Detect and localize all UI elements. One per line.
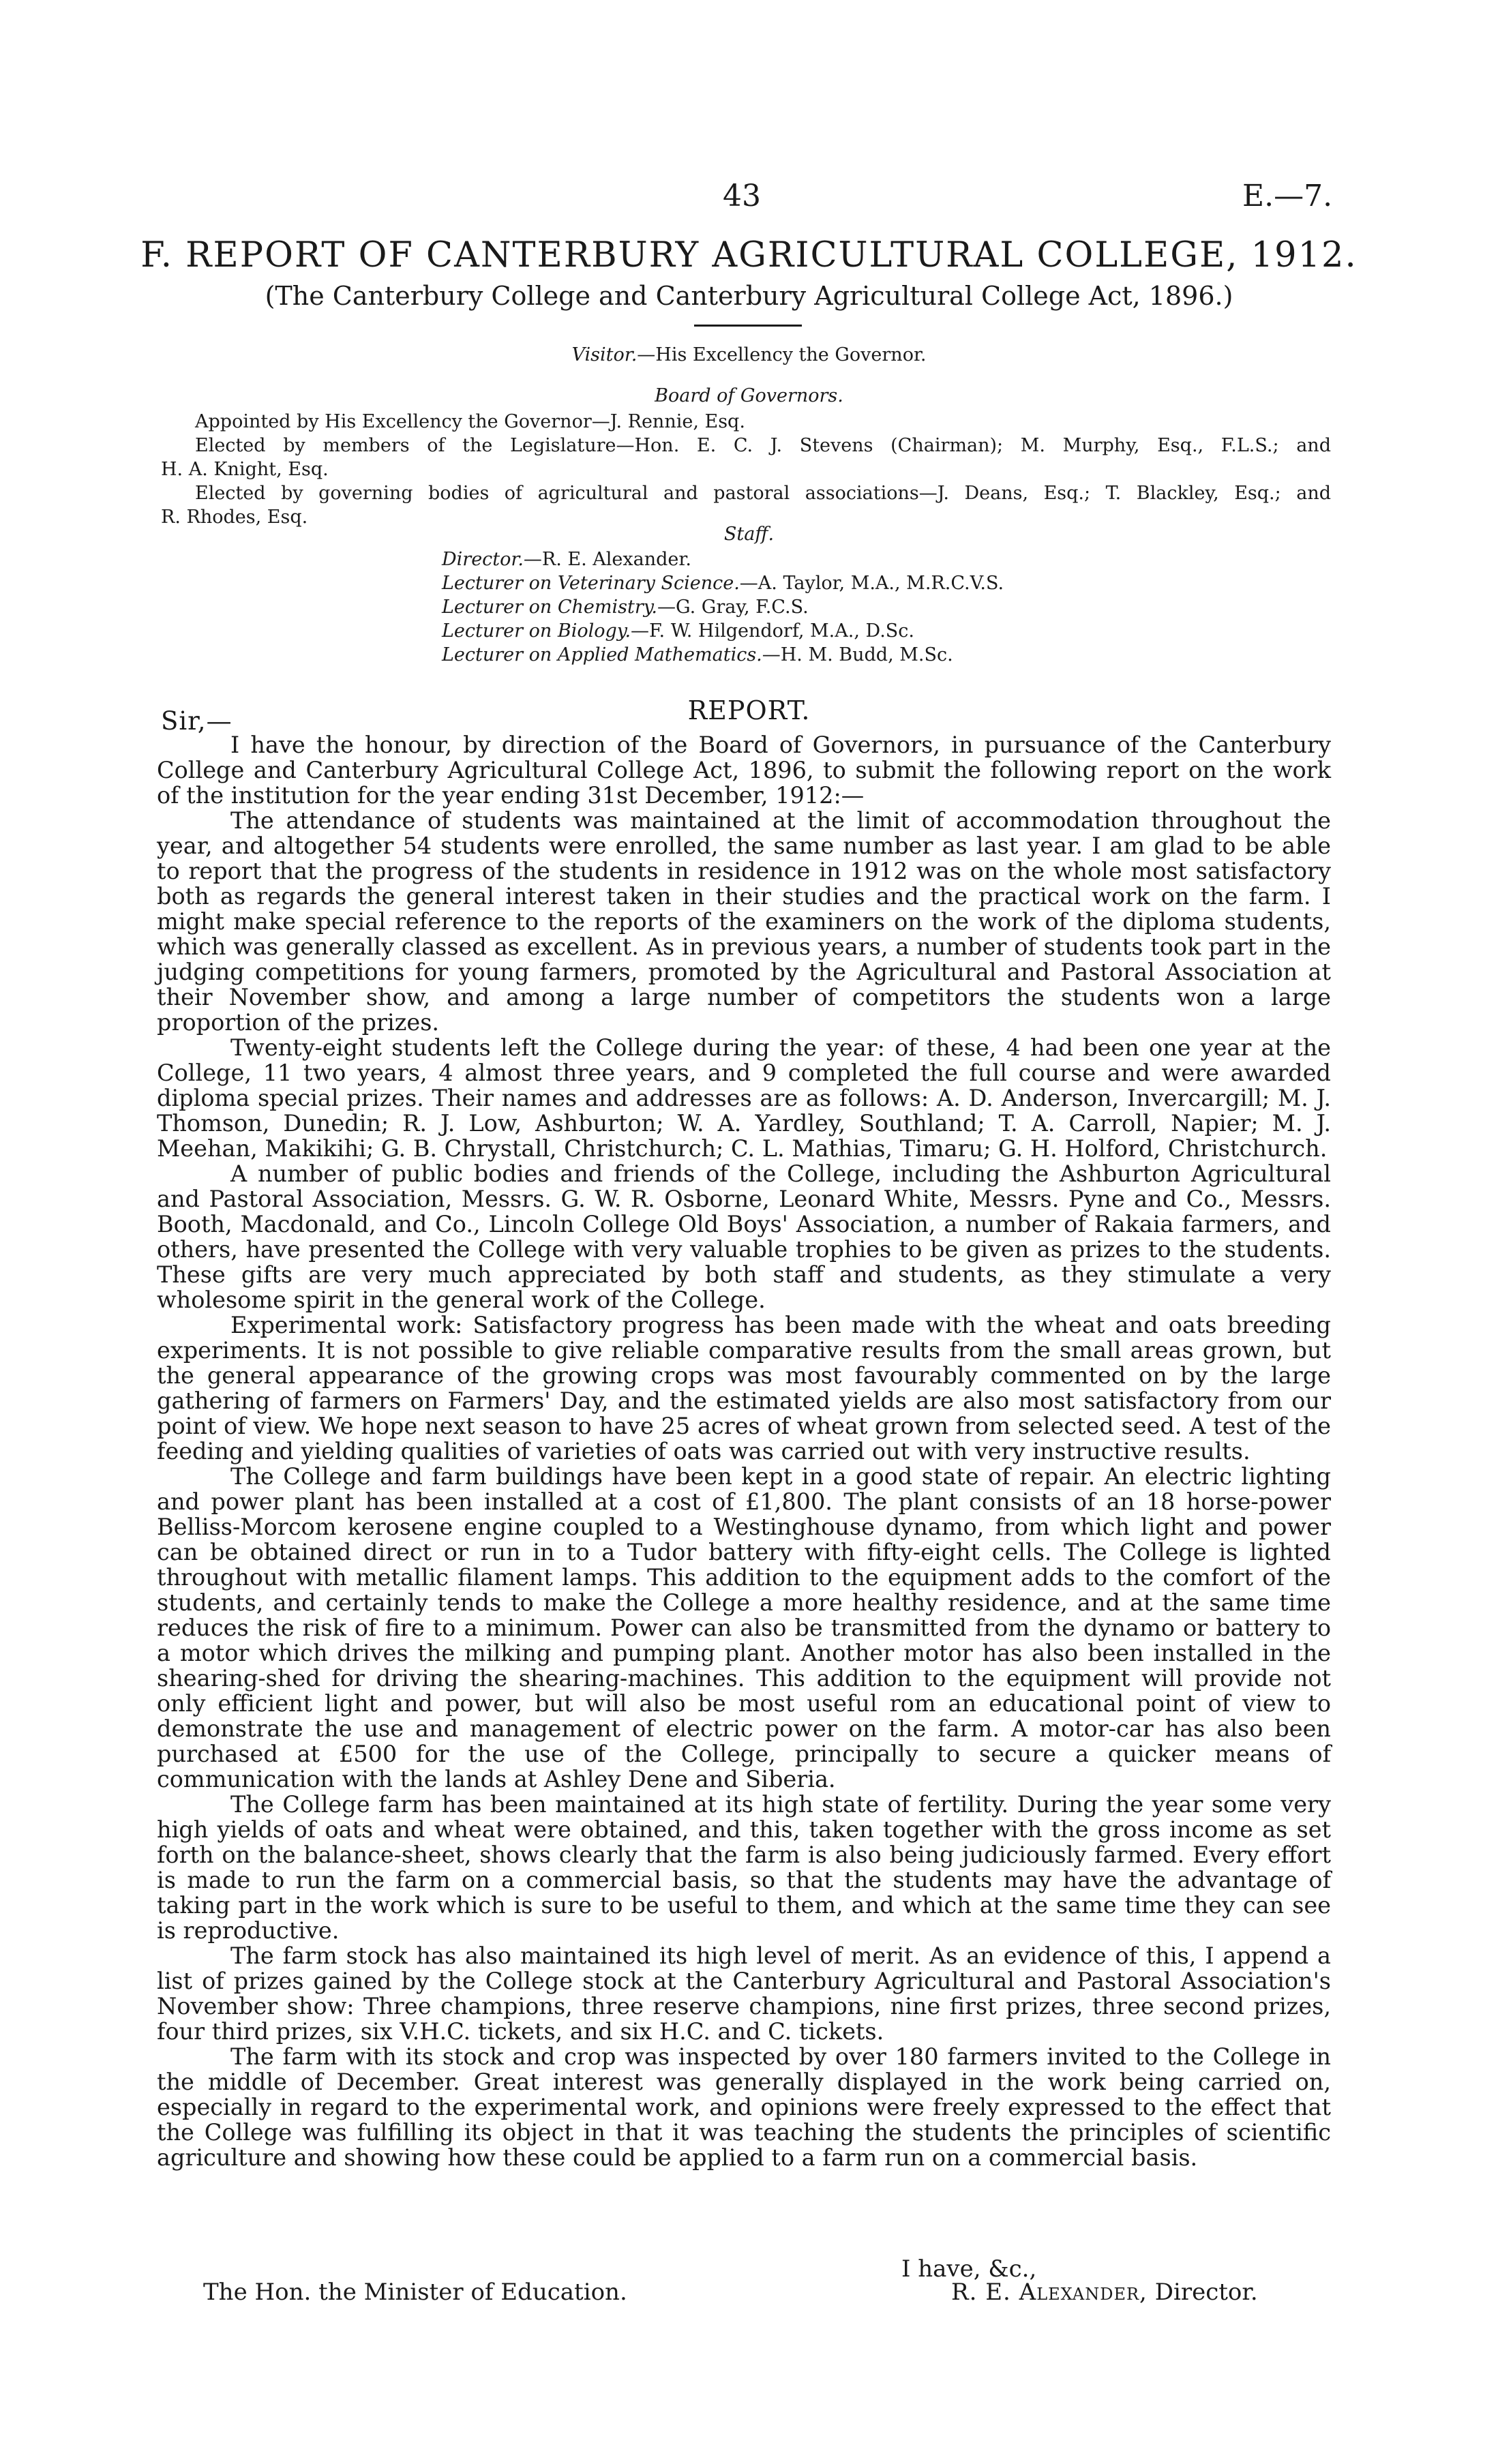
visitor-line <box>0 344 1498 365</box>
recipient: The Hon. the Minister of Education. <box>203 2279 627 2306</box>
staff-name: —R. E. Alexander. <box>523 549 691 570</box>
staff-role: Lecturer on Biology. <box>442 620 631 642</box>
staff-role: Lecturer on Chemistry. <box>442 597 657 618</box>
report-body <box>157 732 1331 2170</box>
staff-role: Lecturer on Veterinary Science. <box>442 573 740 594</box>
board-elected-bodies: Elected by governing bodies of agricultural and pastoral associations—J. Deans, Esq.; T. Blackley, Esq.; and <box>195 483 1331 504</box>
staff-role: Director. <box>442 549 524 570</box>
closing: I have, &c., <box>901 2255 1037 2283</box>
signature-name: R. E. Alexander, <box>951 2279 1148 2306</box>
staff-heading: Staff. <box>723 524 775 545</box>
visitor-label: Visitor. <box>571 344 638 365</box>
staff-role: Lecturer on Applied Mathematics. <box>442 644 762 665</box>
report-paragraph: The College and farm buildings have been kept in a good state of repair. An electric lighting and power plant has been installed at a cost of £1,800. The plant consists of an 18 horse-power Belliss-Morcom kerosene engine coupled to a Westinghouse dynamo, from which light and power can be obtained direct or run in to a Tudor battery with fifty-eight cells. The College is lighted throughout with metallic filament lamps. This addition to the equipment adds to the comfort of the students, and certainly tends to make the College a more healthy residence, and at the same time reduces the risk of fire to a minimum. Power can also be transmitted from the dynamo or battery to a motor which drives the milking and pumping plant. Another motor has also been installed in the shearing-shed for driving the shearing-machines. This addition to the equipment will provide not only efficient light and power, but will also be most useful rom an educational point of view to demonstrate the use and management of electric power on the farm. A motor-car has also been purchased at £500 for the use of the College, principally to secure a quicker means of communication with the lands at Ashley Dene and Siberia. <box>157 1463 1331 1792</box>
staff-name: —A. Taylor, M.A., M.R.C.V.S. <box>739 573 1004 594</box>
report-paragraph: The attendance of students was maintained at the limit of accommodation throughout the year, and altogether 54 students were enrolled, the same number as last year. I am glad to be able to report that the progress of the students in residence in 1912 was on the whole most satisfactory both as regards the general interest taken in their studies and the practical work on the farm. I might make special reference to the reports of the examiners on the work of the diploma students, which was generally classed as excellent. As in previous years, a number of students took part in the judging competitions for young farmers, promoted by the Agricultural and Pastoral Association at their November show, and among a large number of competitors the students won a large proportion of the prizes. <box>157 807 1331 1036</box>
signature <box>951 2279 1258 2306</box>
title-rule <box>694 325 802 327</box>
salutation: Sir,— <box>161 706 233 736</box>
report-subtitle: (The Canterbury College and Canterbury Agricultural College Act, 1896.) <box>265 281 1233 311</box>
report-title: F. REPORT OF CANTERBURY AGRICULTURAL COLLEGE, 1912. <box>140 235 1358 275</box>
staff-member <box>442 644 953 665</box>
report-paragraph: The College farm has been maintained at its high state of fertility. During the year some very high yields of oats and wheat were obtained, and this, taken together with the gross income as set forth on the balance-sheet, shows clearly that the farm is also being judiciously farmed. Every effort is made to run the farm on a commercial basis, so that the students may have the advantage of taking part in the work which is sure to be useful to them, and which at the same time they can see is reproductive. <box>157 1791 1331 1944</box>
report-paragraph: I have the honour, by direction of the Board of Governors, in pursuance of the Canterbury College and Canterbury Agricultural College Act, 1896, to submit the following report on the work of the institution for the year ending 31st December, 1912:— <box>157 732 1331 809</box>
board-elected-bodies-cont: R. Rhodes, Esq. <box>161 507 308 528</box>
board-appointed: Appointed by His Excellency the Governor—J. Rennie, Esq. <box>195 411 745 432</box>
staff-name: —H. M. Budd, M.Sc. <box>762 644 953 665</box>
report-paragraph: The farm stock has also maintained its high level of merit. As an evidence of this, I append a list of prizes gained by the College stock at the Canterbury Agricultural and Pastoral Association's November show: Three champions, three reserve champions, nine first prizes, three second prizes, four third prizes, six V.H.C. tickets, and six H.C. and C. tickets. <box>157 1942 1331 2045</box>
report-paragraph: A number of public bodies and friends of the College, including the Ashburton Agricultural and Pastoral Association, Messrs. G. W. R. Osborne, Leonard White, Messrs. Pyne and Co., Messrs. Booth, Macdonald, and Co., Lincoln College Old Boys' Association, a number of Rakaia farmers, and others, have presented the College with very valuable trophies to be given as prizes to the students. These gifts are very much appreciated by both staff and students, as they stimulate a very wholesome spirit in the general work of the College. <box>157 1160 1331 1313</box>
signature-title: Director. <box>1154 2279 1258 2306</box>
staff-member <box>442 620 914 642</box>
report-paragraph: Twenty-eight students left the College during the year: of these, 4 had been one year at the College, 11 two years, 4 almost three years, and 9 completed the full course and were awarded diploma special prizes. Their names and addresses are as follows: A. D. Anderson, Invercargill; M. J. Thomson, Dunedin; R. J. Low, Ashburton; W. A. Yardley, Southland; T. A. Carroll, Napier; M. J. Meehan, Makikihi; G. B. Chrystall, Christchurch; C. L. Mathias, Timaru; G. H. Holford, Christchurch. <box>157 1034 1331 1162</box>
report-heading: REPORT. <box>687 695 811 725</box>
staff-member <box>442 573 1004 594</box>
staff-name: —G. Gray, F.C.S. <box>657 597 809 618</box>
staff-name: —F. W. Hilgendorf, M.A., D.Sc. <box>631 620 914 642</box>
staff-member <box>442 549 691 570</box>
page-number: 43 <box>723 179 761 213</box>
board-elected-legislature: Elected by members of the Legislature—Hon. E. C. J. Stevens (Chairman); M. Murphy, Esq., F.L.S.; and <box>195 435 1331 456</box>
report-paragraph: The farm with its stock and crop was inspected by over 180 farmers invited to the College in the middle of December. Great interest was generally displayed in the work being carried on, especially in regard to the experimental work, and opinions were freely expressed to the effect that the College was fulfilling its object in that it was teaching the students the principles of scientific agriculture and showing how these could be applied to a farm run on a commercial basis. <box>157 2043 1331 2171</box>
visitor-text: —His Excellency the Governor. <box>637 344 927 365</box>
report-paragraph: Experimental work: Satisfactory progress has been made with the wheat and oats breeding experiments. It is not possible to give reliable comparative results from the small areas grown, but the general appearance of the growing crops was most favourably commented on by the large gathering of farmers on Farmers' Day, and the estimated yields are also most satisfactory from our point of view. We hope next season to have 25 acres of wheat grown from selected seed. A test of the feeding and yielding qualities of varieties of oats was carried out with very instructive results. <box>157 1312 1331 1464</box>
board-heading: Board of Governors. <box>655 385 843 406</box>
document-code: E.—7. <box>1242 179 1333 213</box>
board-elected-legislature-cont: H. A. Knight, Esq. <box>161 459 329 480</box>
staff-member <box>442 597 809 618</box>
